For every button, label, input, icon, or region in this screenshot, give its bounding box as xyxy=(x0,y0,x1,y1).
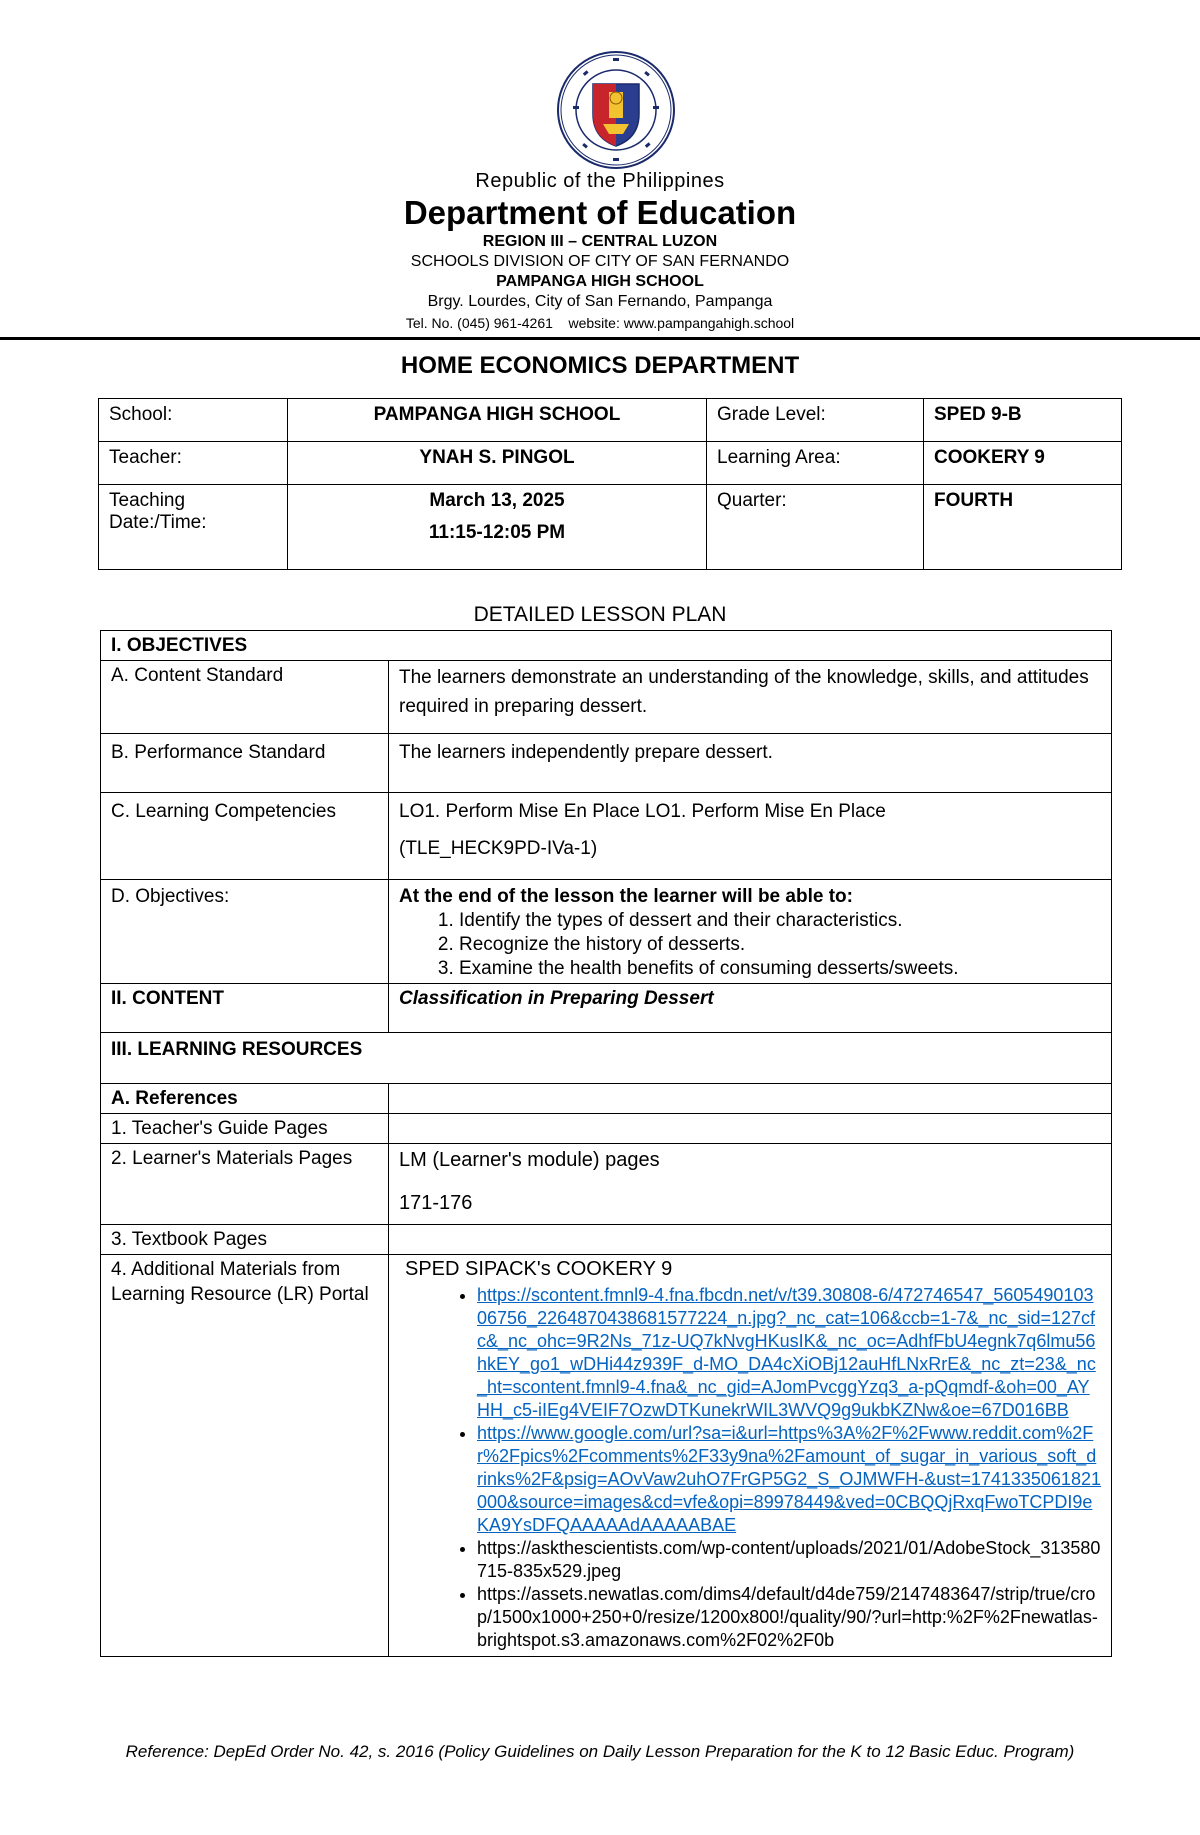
lesson-plan-table xyxy=(100,630,1112,1657)
date-value: March 13, 2025 xyxy=(429,490,565,511)
reference-footer: Reference: DepEd Order No. 42, s. 2016 (Policy Guidelines on Daily Lesson Preparation for the K to 12 Basic Educ. Program) xyxy=(125,1742,1075,1761)
resource-url-text: https://assets.newatlas.com/dims4/default/d4de759/2147483647/strip/true/crop/1500x1000+250+0/resize/1200x800!/quality/90/?url=http:%2F%2Fnewatlas-brightspot.s3.amazonaws.com%2F02%2F0b xyxy=(477,1584,1098,1650)
resource-link[interactable]: https://scontent.fmnl9-4.fna.fbcdn.net/v/t39.30808-6/472746547_560549010306756_2264870438681577224_n.jpg?_nc_cat=106&ccb=1-7&_nc_sid=127cfc&_nc_ohc=9R2Ns_71z-UQ7kNvgHKusIK&_nc_oc=AdhfFbU4egnk7q6lmu56hkEY_go1_wDHi44z939F_d-MO_DA4cXiOBj12auHfLNxRrE&_nc_zt=23&_nc_ht=scontent.fmnl9-4.fna&_nc_gid=AJomPvcggYzq3_a-pQqmdf-&oh=00_AYHH_c5-iIEg4VEIF7OzwDTKunekrWIL3WVQ9g9ukbKZNw&oe=67D016BB xyxy=(477,1285,1096,1420)
region-text: REGION III – CENTRAL LUZON xyxy=(482,233,718,250)
table-row xyxy=(101,880,1112,984)
table-row xyxy=(101,1255,1112,1657)
content-standard-text: The learners demonstrate an understanding of the knowledge, skills, and attitudes required in preparing dessert. xyxy=(399,667,1089,717)
info-table xyxy=(98,398,1122,570)
learners-materials-cell xyxy=(389,1144,1112,1225)
resource-link[interactable]: https://www.google.com/url?sa=i&url=https%3A%2F%2Fwww.reddit.com%2Fr%2Fpics%2Fcomments%2F33y9na%2Famount_of_sugar_in_various_soft_drinks%2F&psig=AOvVaw2uhO7FrGP5G2_S_OJMWFH-&ust=1741335061821000&source=images&cd=vfe&opi=89978449&ved=0CBQQjRxqFwoTCPDI9eKA9YsDFQAAAAAdAAAAABAE xyxy=(477,1423,1101,1535)
area-label: Learning Area: xyxy=(707,442,924,485)
table-row xyxy=(101,1084,1112,1114)
date-time-cell xyxy=(288,485,707,570)
deped-seal-icon xyxy=(553,50,679,170)
objectives-intro: At the end of the lesson the learner will be able to: xyxy=(399,886,853,907)
objectives-list xyxy=(399,909,1101,981)
quarter-label: Quarter: xyxy=(707,485,924,570)
performance-standard-label: B. Performance Standard xyxy=(101,734,389,793)
teacher-label: Teacher: xyxy=(99,442,288,485)
table-row xyxy=(101,734,1112,793)
quarter-value: FOURTH xyxy=(924,485,1122,570)
resource-url-text: https://askthescientists.com/wp-content/uploads/2021/01/AdobeStock_313580715-835x529.jpeg xyxy=(477,1538,1101,1581)
link-list xyxy=(399,1284,1101,1652)
school-value: PAMPANGA HIGH SCHOOL xyxy=(288,399,707,442)
table-row xyxy=(99,442,1122,485)
school-name: PAMPANGA HIGH SCHOOL xyxy=(496,273,704,290)
objectives-label: D. Objectives: xyxy=(101,880,389,984)
plan-title: DETAILED LESSON PLAN xyxy=(473,603,727,626)
competencies-value-cell xyxy=(389,793,1112,880)
header-divider xyxy=(0,337,1200,340)
grade-label: Grade Level: xyxy=(707,399,924,442)
objectives-value-cell xyxy=(389,880,1112,984)
competencies-code: (TLE_HECK9PD-IVa-1) xyxy=(399,838,598,859)
empty-cell xyxy=(389,1084,1112,1114)
table-row xyxy=(101,793,1112,880)
resources-heading: III. LEARNING RESOURCES xyxy=(101,1033,1112,1084)
learners-materials-label: 2. Learner's Materials Pages xyxy=(101,1144,389,1225)
references-heading: A. References xyxy=(101,1084,389,1114)
grade-value: SPED 9-B xyxy=(924,399,1122,442)
list-item: 3. Examine the health benefits of consuming desserts/sweets. xyxy=(459,957,1101,981)
objectives-heading: I. OBJECTIVES xyxy=(101,631,1112,661)
school-label: School: xyxy=(99,399,288,442)
republic-text: Republic of the Philippines xyxy=(475,170,725,192)
learners-materials-value: LM (Learner's module) pages xyxy=(399,1149,660,1171)
table-row xyxy=(101,1114,1112,1144)
table-row xyxy=(99,399,1122,442)
time-value: 11:15-12:05 PM xyxy=(428,522,566,543)
content-standard-label: A. Content Standard xyxy=(101,661,389,734)
competencies-label: C. Learning Competencies xyxy=(101,793,389,880)
additional-materials-cell xyxy=(389,1255,1112,1657)
date-label: Teaching Date:/Time: xyxy=(99,485,288,570)
content-standard-value xyxy=(389,661,1112,734)
textbook-label: 3. Textbook Pages xyxy=(101,1225,389,1255)
department-heading: HOME ECONOMICS DEPARTMENT xyxy=(400,352,800,379)
list-item: 2. Recognize the history of desserts. xyxy=(459,933,1101,957)
area-value: COOKERY 9 xyxy=(924,442,1122,485)
list-item xyxy=(477,1284,1101,1422)
teachers-guide-label: 1. Teacher's Guide Pages xyxy=(101,1114,389,1144)
additional-materials-title: SPED SIPACK's COOKERY 9 xyxy=(405,1258,673,1280)
content-value: Classification in Preparing Dessert xyxy=(389,984,1112,1033)
school-contact: Tel. No. (045) 961-4261 website: www.pampangahigh.school xyxy=(405,315,795,331)
school-address: Brgy. Lourdes, City of San Fernando, Pampanga xyxy=(427,293,773,310)
table-row xyxy=(101,1033,1112,1084)
table-row xyxy=(99,485,1122,570)
learners-materials-pages: 171-176 xyxy=(399,1192,473,1214)
table-row xyxy=(101,984,1112,1033)
list-item xyxy=(477,1422,1101,1537)
teacher-value: YNAH S. PINGOL xyxy=(288,442,707,485)
list-item xyxy=(477,1537,1101,1583)
competencies-value: LO1. Perform Mise En Place LO1. Perform Mise En Place xyxy=(399,801,886,822)
additional-materials-label: 4. Additional Materials from Learning Resource (LR) Portal xyxy=(101,1255,389,1657)
performance-standard-value: The learners independently prepare dessert. xyxy=(389,734,1112,793)
division-text: SCHOOLS DIVISION OF CITY OF SAN FERNANDO xyxy=(410,253,790,270)
table-row xyxy=(101,661,1112,734)
empty-cell xyxy=(389,1225,1112,1255)
table-row xyxy=(101,631,1112,661)
department-title: Department of Education xyxy=(403,194,797,231)
empty-cell xyxy=(389,1114,1112,1144)
list-item xyxy=(477,1583,1101,1652)
content-heading: II. CONTENT xyxy=(101,984,389,1033)
list-item: 1. Identify the types of dessert and their characteristics. xyxy=(459,909,1101,933)
table-row xyxy=(101,1144,1112,1225)
table-row xyxy=(101,1225,1112,1255)
